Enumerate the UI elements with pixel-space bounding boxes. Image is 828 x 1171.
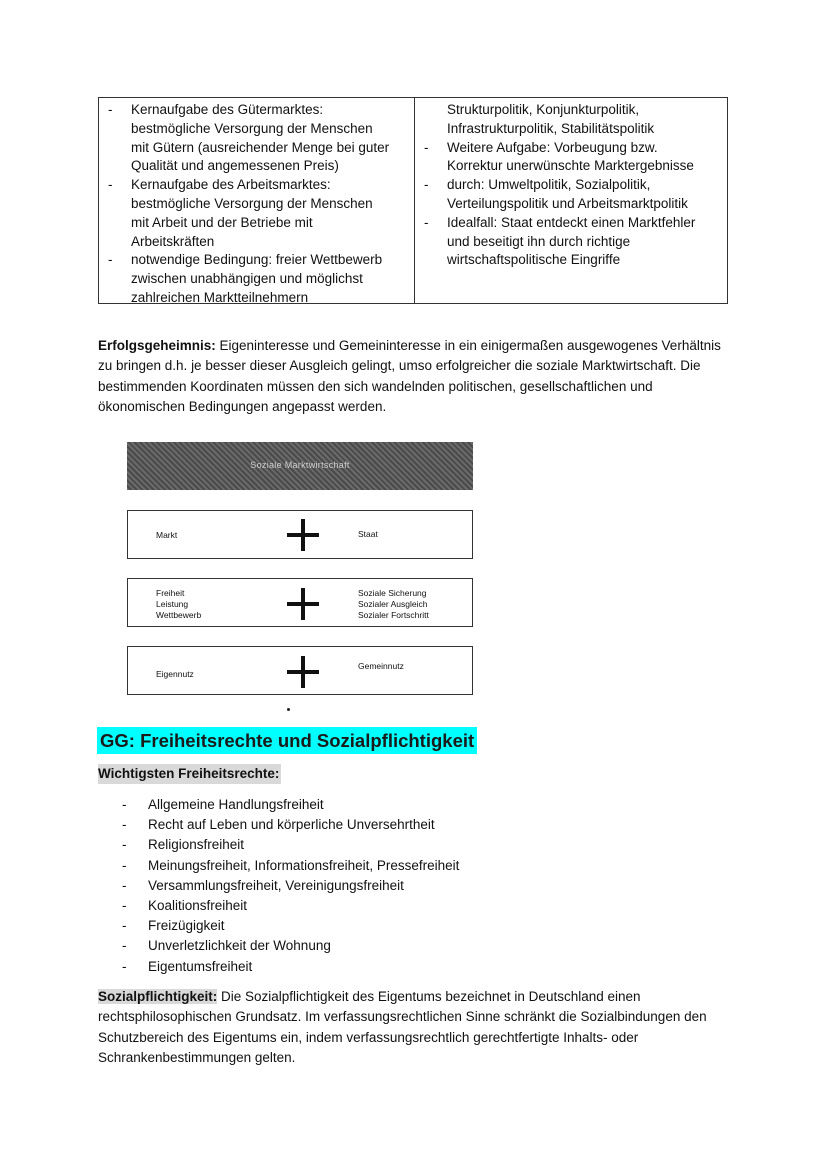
list-item: - Freizügigkeit [122,918,225,934]
list-item: - Allgemeine Handlungsfreiheit [122,797,324,812]
freiheitsrechte-title: Wichtigsten Freiheitsrechte: [98,764,281,784]
erfolgsgeheimnis-text: Eigeninteresse und Gemeininteresse in ein einigermaßen ausgewogenes Verhältnis zu bringen d.h. je besser dieser Ausgleich gelingt, umso erfolgreicher die soziale Marktwirtschaft. Die bestimmenden Koordinaten müssen den sich wandelnden politischen, gesellschaftlichen und ökonomischen Bedingungen angepasst werden. [98,338,721,415]
diagram-left-text: Freiheit Leistung Wettbewerb [156,588,202,620]
plus-icon [287,656,319,688]
diagram-box-eigennutz-gemeinnutz [127,646,473,695]
list-item: - notwendige Bedingung: freier Wettbewerb zwischen unabhängigen und möglichst zahlreichen Marktteilnehmern [108,252,383,305]
soziale-marktwirtschaft-diagram [125,440,475,710]
freiheitsrechte-list [98,795,459,977]
list-item: - Kernaufgabe des Arbeitsmarktes: bestmögliche Versorgung der Menschen mit Arbeit und der Betriebe mit Arbeitskräften [108,177,373,249]
diagram-right-text: Soziale Sicherung Sozialer Ausgleich Sozialer Fortschritt [358,588,429,620]
sozialpflichtigkeit-paragraph [98,987,730,1069]
list-item: - Idealfall: Staat entdeckt einen Marktfehler und beseitigt ihn durch richtige wirtschaftspolitische Eingriffe [424,214,696,268]
section-heading: GG: Freiheitsrechte und Sozialpflichtigkeit [97,727,477,754]
table-right-column [415,98,727,303]
plus-icon [287,588,319,620]
table-left-column [99,98,415,303]
list-item: - Koalitionsfreiheit [122,897,248,913]
continued-text: Strukturpolitik, Konjunkturpolitik, Infrastrukturpolitik, Stabilitätspolitik [447,102,655,136]
content-table [98,97,728,304]
list-item: - Religionsfreiheit [122,837,245,853]
diagram-left-text: Markt [156,530,178,540]
sozialpflichtigkeit-label: Sozialpflichtigkeit: [98,989,218,1004]
list-item: - Eigentumsfreiheit [122,958,253,974]
erfolgsgeheimnis-label: Erfolgsgeheimnis: [98,338,216,353]
list-item: - Versammlungsfreiheit, Vereinigungsfreiheit [122,877,404,893]
plus-icon [287,519,319,551]
diagram-right-text: Gemeinnutz [358,661,404,671]
list-item: - Meinungsfreiheit, Informationsfreiheit, Pressefreiheit [122,857,460,873]
erfolgsgeheimnis-paragraph [98,336,734,418]
list-item: - Weitere Aufgabe: Vorbeugung bzw. Korrektur unerwünschte Marktergebnisse [424,139,694,174]
diagram-title: Soziale Marktwirtschaft [250,460,350,470]
diagram-dot [287,708,290,711]
diagram-title-banner [127,442,473,490]
list-item: - Unverletzlichkeit der Wohnung [122,938,331,954]
diagram-right-text: Staat [358,529,378,539]
list-item: - Recht auf Leben und körperliche Unversehrtheit [122,817,435,833]
diagram-box-markt-staat [127,510,473,559]
list-item: - Kernaufgabe des Gütermarktes: bestmögliche Versorgung der Menschen mit Gütern (ausreichender Menge bei guter Qualität und angemessenen Preis) [108,102,390,174]
diagram-left-text: Eigennutz [156,669,194,679]
sozialpflichtigkeit-text: Die Sozialpflichtigkeit des Eigentums bezeichnet in Deutschland einen rechtsphilosophischen Grundsatz. Im verfassungsrechtlichen Sinne schränkt die Sozialbindungen den Schutzbereich des Eigentums ein, indem verfassungsrechtlich gerechtfertigte Inhalts- oder Schrankenbestimmungen gelten. [98,989,707,1066]
diagram-box-freiheit-sicherung [127,578,473,627]
list-item: - durch: Umweltpolitik, Sozialpolitik, Verteilungspolitik und Arbeitsmarktpolitik [424,177,688,211]
